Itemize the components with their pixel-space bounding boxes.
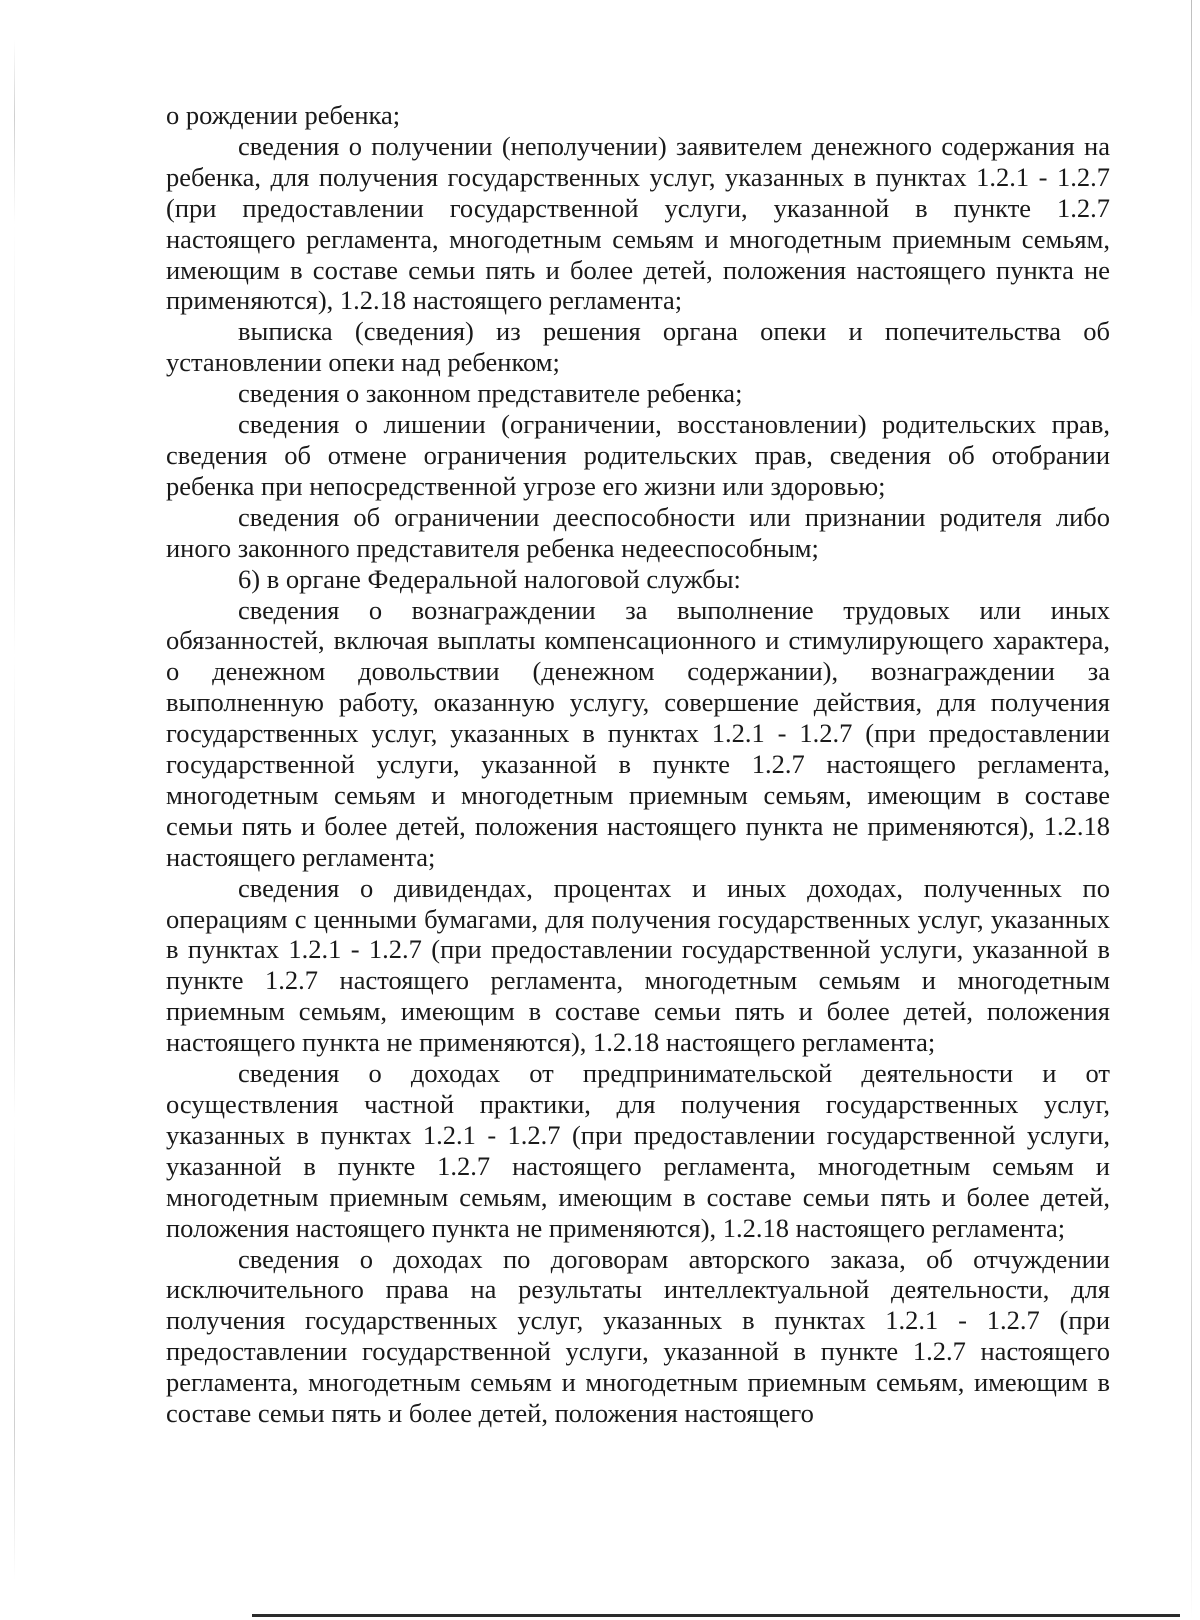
paragraph-tax-service-heading: 6) в органе Федеральной налоговой службы: [238, 563, 741, 594]
document-body [166, 100, 1110, 1429]
paragraph-legal-capacity: сведения об ограничении дееспособности или признании родителя либо иного законного представителя ребенка недееспособным; [166, 501, 1110, 563]
paragraph-dividends: сведения о дивидендах, процентах и иных доходах, полученных по операциям с ценными бумагами, для получения государственных услуг, указанных в пунктах 1.2.1 - 1.2.7 (при предоставлении государственной услуги, указанной в пункте 1.2.7 настоящего регламента, многодетным семьям и многодетным приемным семьям, имеющим в составе семьи пять и более детей, положения настоящего пункта не применяются), 1.2.18 настоящего регламента; [166, 872, 1110, 1058]
paragraph-birth-info: о рождении ребенка; [166, 100, 401, 130]
paragraph-labor-remuneration: сведения о вознаграждении за выполнение трудовых или иных обязанностей, включая выплаты компенсационного и стимулирующего характера, о денежном довольствии (денежном содержании), вознаграждении за выполненную работу, оказанную услугу, совершение действия, для получения государственных услуг, указанных в пунктах 1.2.1 - 1.2.7 (при предоставлении государственной услуги, указанной в пункте 1.2.7 настоящего регламента, многодетным семьям и многодетным приемным семьям, имеющим в составе семьи пять и более детей, положения настоящего пункта не применяются), 1.2.18 настоящего регламента; [166, 594, 1110, 872]
paragraph-legal-representative: сведения о законном представителе ребенка; [238, 378, 743, 409]
paragraph-parental-rights: сведения о лишении (ограничении, восстановлении) родительских прав, сведения об отмене ограничения родительских прав, сведения об отобрании ребенка при непосредственной угрозе его жизни или здоровью; [166, 409, 1110, 501]
scan-edge-bottom [252, 1614, 1180, 1617]
paragraph-guardianship-extract: выписка (сведения) из решения органа опеки и попечительства об установлении опеки над ребенком; [166, 316, 1110, 378]
scan-edge-right [1191, 0, 1192, 1620]
paragraph-child-support: сведения о получении (неполучении) заявителем денежного содержания на ребенка, для получения государственных услуг, указанных в пунктах 1.2.1 - 1.2.7 (при предоставлении государственной услуги, указанной в пункте 1.2.7 настоящего регламента, многодетным семьям и многодетным приемным семьям, имеющим в составе семьи пять и более детей, положения настоящего пункта не применяются), 1.2.18 настоящего регламента; [166, 130, 1110, 316]
scan-edge-left [14, 40, 15, 1580]
paragraph-copyright-income: сведения о доходах по договорам авторского заказа, об отчуждении исключительного права на результаты интеллектуальной деятельности, для получения государственных услуг, указанных в пунктах 1.2.1 - 1.2.7 (при предоставлении государственной услуги, указанной в пункте 1.2.7 настоящего регламента, многодетным семьям и многодетным приемным семьям, имеющим в составе семьи пять и более детей, положения настоящего [166, 1243, 1110, 1429]
paragraph-business-income: сведения о доходах от предпринимательской деятельности и от осуществления частной практики, для получения государственных услуг, указанных в пунктах 1.2.1 - 1.2.7 (при предоставлении государственной услуги, указанной в пункте 1.2.7 настоящего регламента, многодетным семьям и многодетным приемным семьям, имеющим в составе семьи пять и более детей, положения настоящего пункта не применяются), 1.2.18 настоящего регламента; [166, 1058, 1110, 1243]
